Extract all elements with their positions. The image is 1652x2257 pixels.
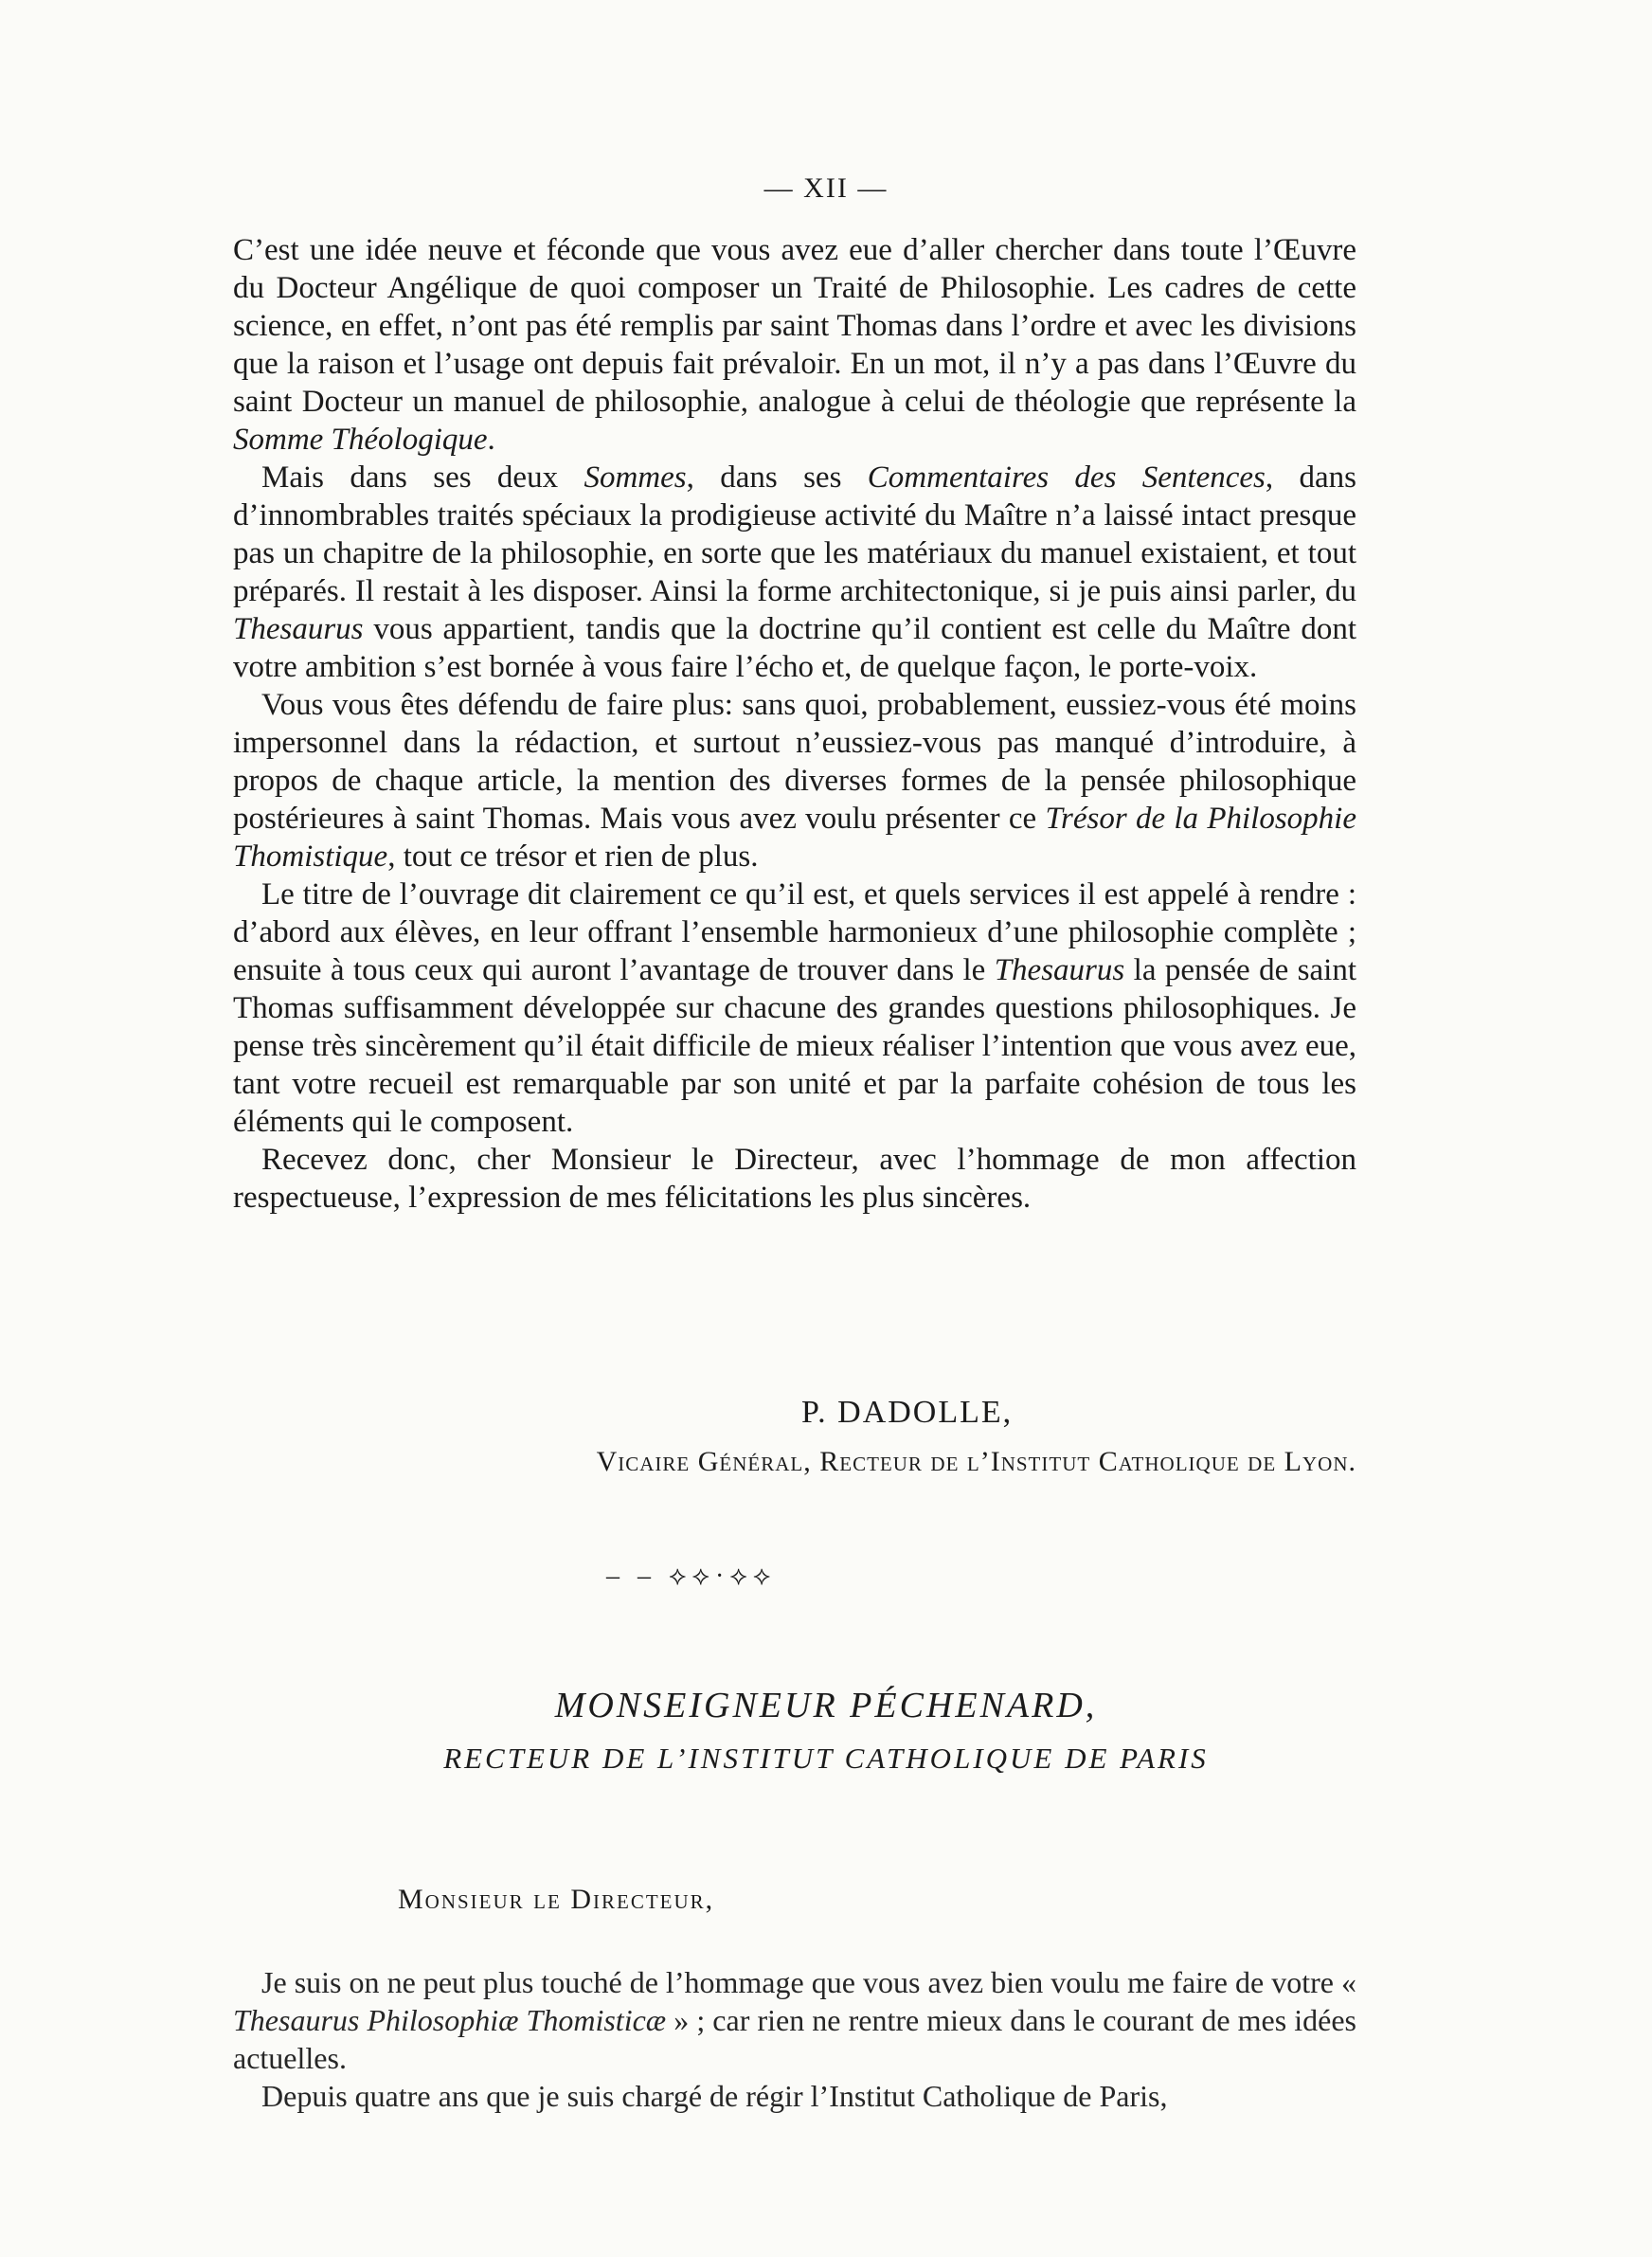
text-run: Je suis on ne peut plus touché de l’hommage que vous avez bien voulu me faire de votre « — [261, 1965, 1356, 1999]
section-heading: MONSEIGNEUR PÉCHENARD, — [554, 1686, 1098, 1725]
text-run: la pensée de saint Thomas suffisamment développée sur chacune des grandes questions philosophiques. Je pense très sincèrement qu’il était difficile de mieux réaliser l’intention que vous avez eue, tant votre recueil est remarquable par son unité et par la parfaite cohésion de tous les éléments qui le composent. — [233, 953, 1356, 1139]
text-run: Le titre de l’ouvrage dit clairement ce qu’il est, et quels services il est appelé à rendre : d’abord aux élèves, en leur offrant l’ensemble harmonieux d’une philosophie complète ; ensuite à tous ceux qui auront l’avantage de trouver dans le — [233, 877, 1356, 987]
letter-paragraph-1 — [233, 1963, 1356, 2077]
salutation: Monsieur le Directeur, — [398, 1884, 715, 1915]
signature-title: Vicaire Général, Recteur de l’Institut Catholique de Lyon. — [596, 1446, 1356, 1477]
italic-title: Somme Théologique — [233, 423, 488, 457]
italic-title: Commentaires des Sentences — [867, 460, 1266, 495]
italic-title: Thesaurus Philosophiæ Thomisticæ — [233, 2003, 667, 2037]
text-run: C’est une idée neuve et féconde que vous avez eue d’aller chercher dans toute l’Œuvre du Docteur Angélique de quoi composer un Traité de Philosophie. Les cadres de cette science, en effet, n’ont pas été remplis par saint Thomas dans l’ordre et avec les divisions que la raison et l’usage ont depuis fait prévaloir. En un mot, il n’y a pas dans l’Œuvre du saint Docteur un manuel de philosophie, analogue à celui de théologie que représente la — [233, 233, 1356, 419]
italic-title: Sommes — [584, 460, 687, 495]
signature-name: P. DADOLLE, — [801, 1395, 1014, 1430]
italic-title: Trésor de la Philosophie Thomistique — [233, 802, 1356, 874]
paragraph-3 — [233, 686, 1356, 876]
text-run: . — [487, 423, 495, 457]
paragraph-1 — [233, 231, 1356, 459]
second-letter-body — [233, 1963, 1356, 2115]
letter-body — [233, 231, 1356, 1217]
ornament-divider: – – ⟡⟡·⟡⟡ — [606, 1562, 777, 1591]
paragraph-2 — [233, 459, 1356, 686]
text-run: Mais dans ses deux — [261, 460, 584, 495]
letter-paragraph-2: Depuis quatre ans que je suis chargé de régir l’Institut Catholique de Paris, — [261, 2079, 1168, 2113]
page-number: — XII — — [763, 172, 889, 204]
text-run: » ; car rien ne rentre mieux dans le courant de mes idées actuelles. — [233, 2003, 1357, 2075]
text-run: , dans d’innombrables traités spéciaux la prodigieuse activité du Maître n’a laissé intact presque pas un chapitre de la philosophie, en sorte que les matériaux du manuel existaient, et tout préparés. Il restait à les disposer. Ainsi la forme architectonique, si je puis ainsi parler, du — [233, 460, 1356, 608]
text-run: Vous vous êtes défendu de faire plus: sans quoi, probablement, eussiez-vous été moins impersonnel dans la rédaction, et surtout n’eussiez-vous pas manqué d’introduire, à propos de chaque article, la mention des diverses formes de la pensée philosophique postérieures à saint Thomas. Mais vous avez voulu présenter ce — [233, 688, 1356, 836]
italic-title: Thesaurus — [233, 612, 364, 646]
paragraph-5: Recevez donc, cher Monsieur le Directeur, avec l’hommage de mon affection respectueuse, l’expression de mes félicitations les plus sincères. — [233, 1143, 1356, 1215]
italic-title: Thesaurus — [994, 953, 1125, 987]
section-subheading: RECTEUR DE L’INSTITUT CATHOLIQUE DE PARIS — [443, 1742, 1209, 1775]
text-run: , tout ce trésor et rien de plus. — [387, 840, 759, 874]
text-run: vous appartient, tandis que la doctrine qu’il contient est celle du Maître dont votre ambition s’est bornée à vous faire l’écho et, de quelque façon, le porte-voix. — [233, 612, 1356, 684]
text-run: , dans ses — [686, 460, 868, 495]
paragraph-4 — [233, 876, 1356, 1141]
